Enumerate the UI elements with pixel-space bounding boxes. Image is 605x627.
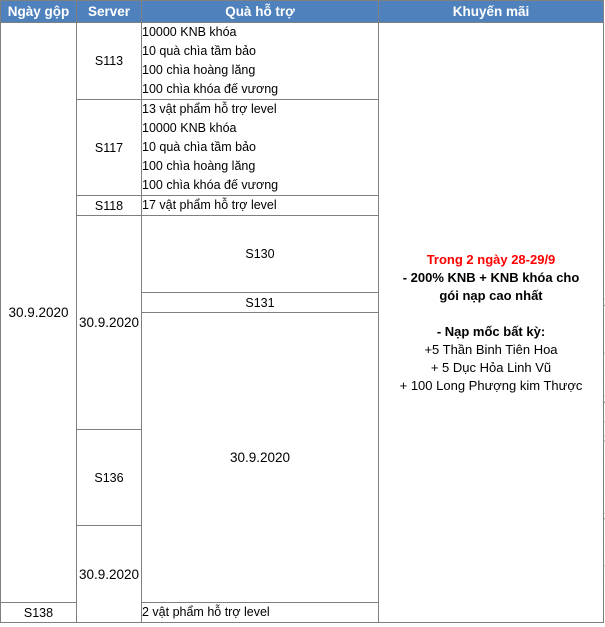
gift-list-cell bbox=[142, 196, 379, 216]
gift-list-cell bbox=[142, 603, 379, 623]
server-name-cell: S131 bbox=[142, 293, 379, 313]
promo-line: gói nạp cao nhất bbox=[439, 287, 543, 303]
table-row bbox=[1, 23, 604, 100]
header-server: Server bbox=[77, 1, 142, 23]
gift-item: 100 chìa khóa đế vương bbox=[142, 178, 279, 192]
server-name-cell: S136 bbox=[77, 430, 142, 526]
promo-line: +5 Thần Binh Tiên Hoa bbox=[424, 341, 558, 357]
merge-date-cell: 30.9.2020 bbox=[142, 313, 379, 603]
gift-list-cell bbox=[142, 100, 379, 196]
promotion-cell bbox=[379, 23, 604, 623]
gift-item: 10000 KNB khóa bbox=[142, 121, 237, 135]
promo-line: + 5 Dục Hỏa Linh Vũ bbox=[430, 359, 552, 375]
promo-spacer bbox=[379, 305, 603, 323]
merge-date-cell: 30.9.2020 bbox=[1, 23, 77, 603]
header-promo: Khuyến mãi bbox=[379, 1, 604, 23]
gift-item: 100 chìa khóa đế vương bbox=[142, 82, 279, 96]
gift-list-cell bbox=[142, 23, 379, 100]
gift-item: 100 chìa hoàng lăng bbox=[142, 159, 256, 173]
gift-item: 10 quà chìa tầm bảo bbox=[142, 44, 256, 58]
server-name-cell: S138 bbox=[1, 603, 77, 623]
header-gifts: Quà hỗ trợ bbox=[142, 1, 379, 23]
server-name-cell: S118 bbox=[77, 196, 142, 216]
server-name-cell: S117 bbox=[77, 100, 142, 196]
promo-line: - Nạp mốc bất kỳ: bbox=[436, 323, 546, 339]
gift-item: 2 vật phẩm hỗ trợ level bbox=[142, 605, 270, 619]
promo-line: + 100 Long Phượng kim Thược bbox=[399, 377, 583, 393]
bottom-border bbox=[0, 623, 605, 627]
merge-date-cell: 30.9.2020 bbox=[77, 216, 142, 430]
promo-period-text: Trong 2 ngày 28-29/9 bbox=[426, 251, 556, 267]
gift-item: 17 vật phẩm hỗ trợ level bbox=[142, 198, 277, 212]
gift-item: 10 quà chìa tầm bảo bbox=[142, 140, 256, 154]
merge-date-cell: 30.9.2020 bbox=[77, 526, 142, 623]
header-date: Ngày gộp bbox=[1, 1, 77, 23]
gift-item: 100 chìa hoàng lăng bbox=[142, 63, 256, 77]
header-row bbox=[1, 1, 604, 23]
gift-item: 10000 KNB khóa bbox=[142, 25, 237, 39]
server-name-cell: S113 bbox=[77, 23, 142, 100]
promo-line: - 200% KNB + KNB khóa cho bbox=[402, 269, 580, 285]
table-body bbox=[1, 23, 604, 623]
server-name-cell: S130 bbox=[142, 216, 379, 293]
gift-item: 13 vật phẩm hỗ trợ level bbox=[142, 102, 277, 116]
